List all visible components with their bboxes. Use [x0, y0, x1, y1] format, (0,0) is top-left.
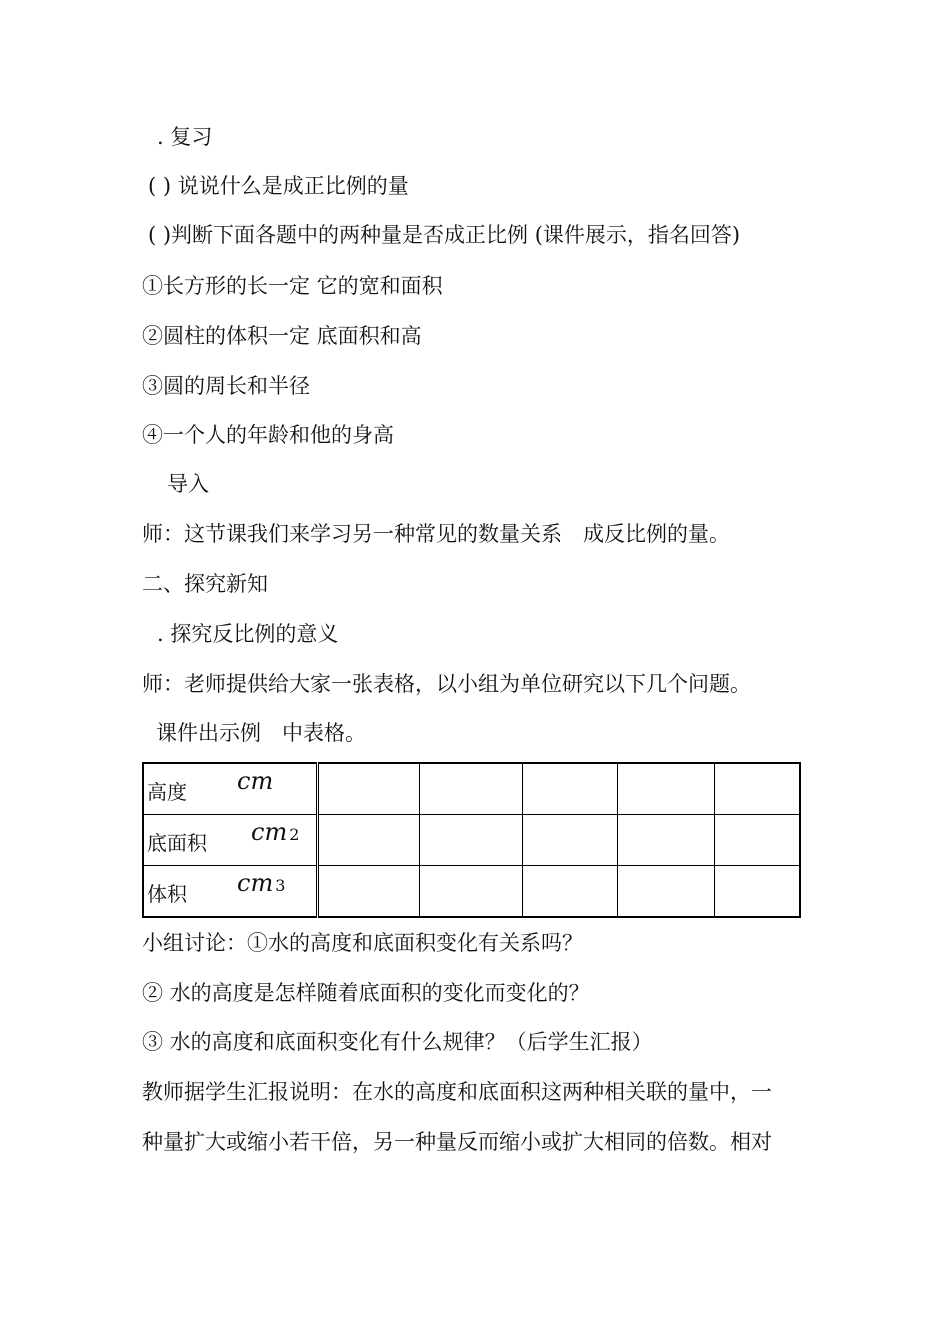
subheading-inverse: . 探究反比例的意义 — [157, 622, 339, 646]
row-label-cell — [143, 815, 318, 866]
table-cell — [618, 866, 715, 918]
row-label: 体积 — [147, 882, 187, 906]
explanation-line-1: 教师据学生汇报说明：在水的高度和底面积这两种相关联的量中，一 — [142, 1080, 772, 1104]
table-row — [143, 815, 800, 866]
row-label: 高度 — [147, 780, 187, 804]
heading-review: . 复习 — [157, 125, 213, 149]
row-label-cell — [143, 763, 318, 815]
discussion-1: 小组讨论：①水的高度和底面积变化有关系吗？ — [142, 931, 583, 955]
table-cell — [618, 815, 715, 866]
unit-label: cm — [237, 767, 274, 795]
table-cell — [618, 763, 715, 815]
teacher-line-1: 师：这节课我们来学习另一种常见的数量关系 成反比例的量。 — [142, 522, 730, 546]
courseware-line: 课件出示例 中表格。 — [156, 721, 366, 745]
row-label: 底面积 — [147, 831, 207, 855]
table-cell — [523, 815, 618, 866]
row-label-cell — [143, 866, 318, 918]
explanation-line-2: 种量扩大或缩小若干倍，另一种量反而缩小或扩大相同的倍数。相对 — [142, 1130, 772, 1154]
discussion-3: ③ 水的高度和底面积变化有什么规律？（后学生汇报） — [142, 1030, 653, 1054]
teacher-line-2: 师：老师提供给大家一张表格，以小组为单位研究以下几个问题。 — [142, 672, 751, 696]
table-row — [143, 866, 800, 918]
item-3: ③圆的周长和半径 — [142, 374, 310, 398]
table-cell — [420, 866, 523, 918]
table-cell — [318, 815, 420, 866]
unit-label: cm 2 — [251, 818, 300, 846]
item-2: ②圆柱的体积一定 底面积和高 — [142, 324, 422, 348]
table-cell — [523, 763, 618, 815]
discussion-2: ② 水的高度是怎样随着底面积的变化而变化的？ — [142, 981, 590, 1005]
item-1: ①长方形的长一定 它的宽和面积 — [142, 274, 443, 298]
item-4: ④一个人的年龄和他的身高 — [142, 423, 394, 447]
table-cell — [715, 866, 801, 918]
heading-intro: 导入 — [167, 472, 209, 496]
table-cell — [420, 763, 523, 815]
question-2: ( )判断下面各题中的两种量是否成正比例 (课件展示，指名回答) — [148, 223, 741, 247]
table-cell — [318, 866, 420, 918]
table-row — [143, 763, 800, 815]
table-cell — [420, 815, 523, 866]
table-cell — [715, 763, 801, 815]
table-cell — [715, 815, 801, 866]
table-cell — [318, 763, 420, 815]
question-1: ( ) 说说什么是成正比例的量 — [148, 174, 409, 198]
unit-label: cm 3 — [237, 869, 286, 897]
section-heading: 二、探究新知 — [142, 572, 268, 596]
data-table — [142, 762, 801, 918]
table-cell — [523, 866, 618, 918]
